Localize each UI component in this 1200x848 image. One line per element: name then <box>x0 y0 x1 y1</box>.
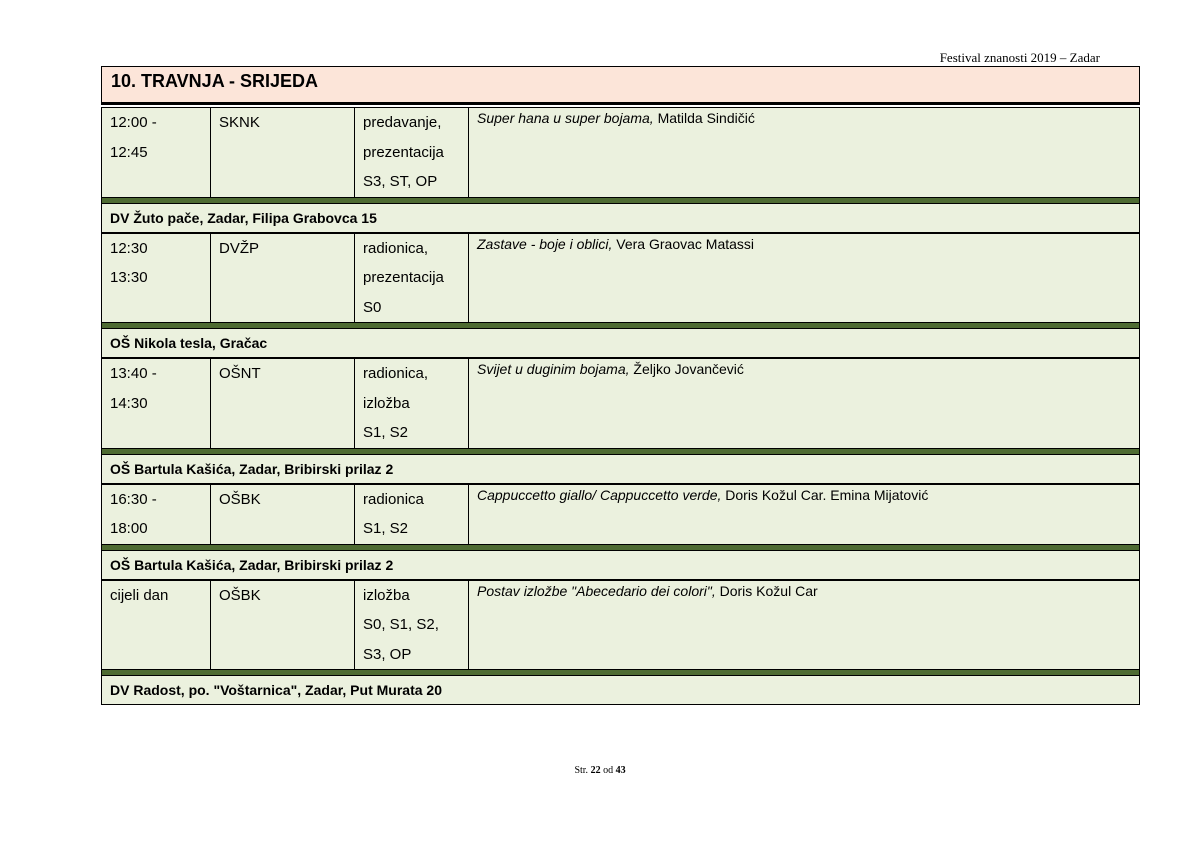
page-header: Festival znanosti 2019 – Zadar <box>939 50 1100 65</box>
location-row: OŠ Bartula Kašića, Zadar, Bribirski prilaz 2 <box>101 454 1140 484</box>
time-cell <box>102 234 211 323</box>
type-cell <box>355 581 469 670</box>
code-cell: DVŽP <box>211 234 355 323</box>
event-people: Željko Jovančević <box>633 361 744 377</box>
type-cell <box>355 485 469 544</box>
type-line: izložba <box>363 394 410 412</box>
description-cell <box>469 234 1139 323</box>
type-line: S0, S1, S2, <box>363 616 439 633</box>
time-line: 14:30 <box>110 394 148 412</box>
type-line: S1, S2 <box>363 520 409 537</box>
time-line: 12:45 <box>110 143 148 161</box>
type-line: prezentacija <box>363 143 444 161</box>
location-row: DV Žuto pače, Zadar, Filipa Grabovca 15 <box>101 203 1140 233</box>
table-row <box>101 233 1140 324</box>
time-line: 16:30 - <box>110 490 157 508</box>
page-footer <box>0 765 1200 776</box>
type-cell <box>355 108 469 197</box>
time-cell <box>102 359 211 448</box>
type-line: predavanje, <box>363 114 442 131</box>
table-row <box>101 358 1140 449</box>
location-row: DV Radost, po. "Voštarnica", Zadar, Put Murata 20 <box>101 675 1140 705</box>
type-line: S1, S2 <box>363 424 409 441</box>
event-title: Cappuccetto giallo/ Cappuccetto verde, <box>477 486 722 503</box>
time-line: 12:00 - <box>110 114 157 131</box>
type-line: S3, ST, OP <box>363 173 438 190</box>
type-line: radionica <box>363 490 424 508</box>
type-line: prezentacija <box>363 269 444 286</box>
event-title: Postav izložbe "Abecedario dei colori", <box>477 582 716 599</box>
type-line: izložba <box>363 586 410 604</box>
code-cell: OŠBK <box>211 485 355 544</box>
location-row: OŠ Bartula Kašića, Zadar, Bribirski prilaz 2 <box>101 550 1140 580</box>
footer-of: od <box>603 765 614 776</box>
event-people: Doris Kožul Car. Emina Mijatović <box>725 486 929 503</box>
event-title: Svijet u duginim bojama, <box>477 361 630 377</box>
code-cell: OŠNT <box>211 359 355 448</box>
table-row <box>101 580 1140 671</box>
location-row: OŠ Nikola tesla, Gračac <box>101 328 1140 358</box>
event-title: Zastave - boje i oblici, <box>477 235 613 252</box>
time-cell <box>102 485 211 544</box>
time-line: 12:30 <box>110 239 148 257</box>
type-line: S0 <box>363 298 382 316</box>
time-line: 13:30 <box>110 269 148 286</box>
type-line: S3, OP <box>363 645 412 663</box>
event-people: Doris Kožul Car <box>719 582 818 599</box>
footer-prefix: Str. <box>574 765 589 776</box>
time-line: 13:40 - <box>110 365 157 382</box>
schedule-table <box>101 107 1140 705</box>
footer-total-pages: 43 <box>615 765 626 776</box>
time-line: cijeli dan <box>110 586 169 604</box>
footer-page-number: 22 <box>590 765 601 776</box>
event-people: Matilda Sindičić <box>657 110 755 126</box>
type-line: radionica, <box>363 239 429 257</box>
event-people: Vera Graovac Matassi <box>616 235 755 252</box>
description-cell <box>469 108 1139 197</box>
description-cell <box>469 485 1139 544</box>
event-title: Super hana u super bojama, <box>477 110 654 126</box>
table-row <box>101 484 1140 545</box>
time-line: 18:00 <box>110 520 148 537</box>
description-cell <box>469 359 1139 448</box>
description-cell <box>469 581 1139 670</box>
time-cell <box>102 108 211 197</box>
type-cell <box>355 359 469 448</box>
day-title: 10. TRAVNJA - SRIJEDA <box>101 66 1140 105</box>
code-cell: SKNK <box>211 108 355 197</box>
table-row <box>101 107 1140 198</box>
type-cell <box>355 234 469 323</box>
type-line: radionica, <box>363 365 429 382</box>
time-cell <box>102 581 211 670</box>
code-cell: OŠBK <box>211 581 355 670</box>
